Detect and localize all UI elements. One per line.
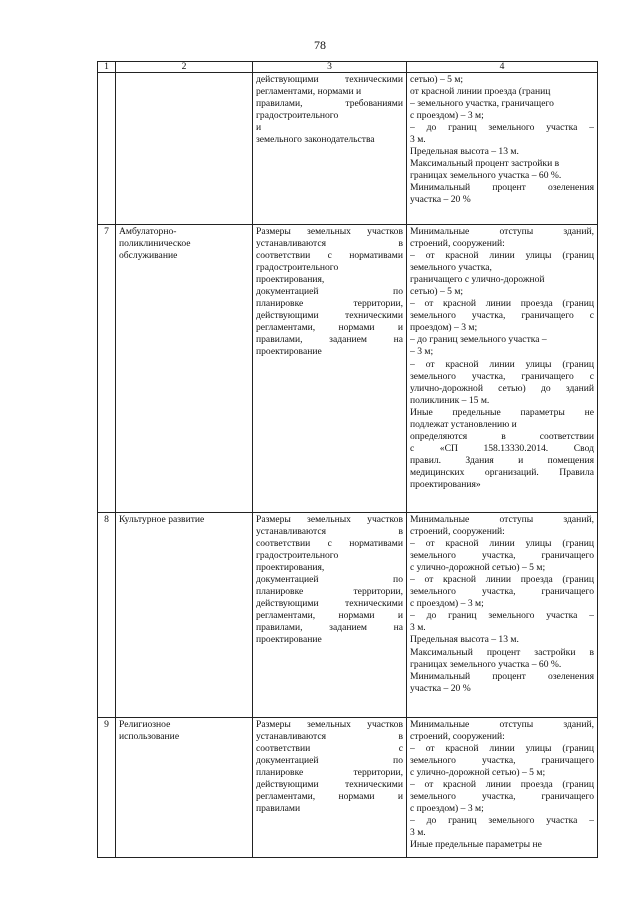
cell-line: проездом) – 3 м; — [410, 322, 478, 334]
cell-line: 3 м. — [410, 134, 426, 146]
permitted-use-cell — [116, 718, 253, 858]
cell-line: правилами, заданием на — [256, 622, 403, 634]
cell-line: строений, сооружений: — [410, 238, 505, 250]
cell-line: документацией по — [256, 574, 403, 586]
cell-line: участка – 20 % — [410, 682, 471, 694]
header-cell: 2 — [116, 62, 253, 73]
cell-line: – от красной линии проезда (границ — [410, 779, 594, 791]
cell-line: – от красной линии улицы (границ — [410, 538, 594, 550]
row-number-cell: 8 — [98, 513, 116, 718]
cell-line: земельного участка, граничащего с — [410, 370, 594, 382]
permitted-use-line: поликлиническое — [119, 238, 191, 250]
cell-line: соответствии с — [256, 743, 403, 755]
cell-line: определяются в соответствии — [410, 430, 594, 442]
cell-line: земельного участка, граничащего — [410, 791, 594, 803]
cell-line: улично-дорожной сетью) до зданий — [410, 382, 594, 394]
cell-line: устанавливаются в — [256, 526, 403, 538]
table-body — [98, 73, 598, 858]
limits-cell — [407, 718, 598, 858]
cell-line: строений, сооружений: — [410, 526, 505, 538]
cell-line: планировке территории, — [256, 767, 403, 779]
cell-line: – земельного участка, граничащего — [410, 98, 554, 110]
cell-line: Минимальный процент озеленения — [410, 182, 594, 194]
cell-line: медицинских организаций. Правила — [410, 466, 594, 478]
cell-line: планировке территории, — [256, 298, 403, 310]
plot-size-cell — [253, 718, 407, 858]
table-row — [98, 513, 598, 718]
cell-line: Размеры земельных участков — [256, 719, 403, 730]
cell-line: и — [256, 122, 262, 134]
cell-line: градостроительного — [256, 262, 339, 274]
cell-line: с проездом) – 3 м; — [410, 803, 484, 815]
cell-line: с улично-дорожной сетью) – 5 м; — [410, 767, 546, 779]
cell-line: действующими техническими — [256, 310, 403, 322]
regulations-table — [97, 61, 598, 858]
cell-line: – 3 м; — [410, 346, 434, 358]
cell-line: устанавливаются в — [256, 731, 403, 743]
cell-line: 3 м. — [410, 622, 426, 634]
permitted-use-cell — [116, 225, 253, 513]
table-row — [98, 225, 598, 513]
cell-line: проектирования, — [256, 274, 325, 286]
cell-line: с улично-дорожной сетью) – 5 м; — [410, 562, 546, 574]
header-cell: 3 — [253, 62, 407, 73]
cell-line: Минимальные отступы зданий, — [410, 514, 594, 525]
cell-line: Иные предельные параметры не — [410, 406, 594, 418]
cell-line: Минимальные отступы зданий, — [410, 226, 594, 237]
permitted-use-cell — [116, 73, 253, 225]
permitted-use-line: Амбулаторно- — [119, 226, 177, 237]
row-number-cell — [98, 73, 116, 225]
cell-line: – до границ земельного участка – — [410, 610, 594, 622]
cell-line: документацией по — [256, 755, 403, 767]
limits-cell — [407, 73, 598, 225]
cell-line: строений, сооружений: — [410, 731, 505, 743]
cell-line: – до границ земельного участка – — [410, 815, 594, 827]
header-cell: 1 — [98, 62, 116, 73]
cell-line: правилами, требованиями — [256, 98, 403, 110]
plot-size-cell — [253, 225, 407, 513]
row-number-cell: 7 — [98, 225, 116, 513]
table-header-row — [98, 62, 598, 73]
cell-line: Минимальный процент озеленения — [410, 670, 594, 682]
cell-line: – от красной линии улицы (границ — [410, 743, 594, 755]
permitted-use-cell — [116, 513, 253, 718]
cell-line: земельного участка, граничащего — [410, 755, 594, 767]
cell-line: – от красной линии улицы (границ — [410, 358, 594, 370]
permitted-use-line: Религиозное — [119, 719, 171, 730]
cell-line: действующими техническими — [256, 779, 403, 791]
cell-line: регламентами, нормами и — [256, 86, 362, 98]
cell-line: с проездом) – 3 м; — [410, 110, 484, 122]
cell-line: Максимальный процент застройки в — [410, 158, 560, 170]
cell-line: Предельная высота – 13 м. — [410, 634, 519, 646]
cell-line: земельного участка, — [410, 262, 492, 274]
limits-cell — [407, 513, 598, 718]
header-cell: 4 — [407, 62, 598, 73]
cell-line: правил. Здания и помещения — [410, 454, 594, 466]
cell-line: действующими техническими — [256, 598, 403, 610]
cell-line: земельного законодательства — [256, 134, 375, 146]
cell-line: градостроительного — [256, 110, 339, 122]
cell-line: Размеры земельных участков — [256, 226, 403, 237]
cell-line: – до границ земельного участка – — [410, 334, 547, 346]
cell-line: градостроительного — [256, 550, 339, 562]
table-row — [98, 718, 598, 858]
cell-line: – от красной линии проезда (границ — [410, 574, 594, 586]
cell-line: устанавливаются в — [256, 238, 403, 250]
cell-line: регламентами, нормами и — [256, 610, 403, 622]
cell-line: документацией по — [256, 286, 403, 298]
cell-line: земельного участка, граничащего — [410, 586, 594, 598]
cell-line: проектирование — [256, 634, 322, 646]
cell-line: правилами, заданием на — [256, 334, 403, 346]
permitted-use-line: обслуживание — [119, 250, 178, 262]
cell-line: поликлиник – 15 м. — [410, 394, 490, 406]
cell-line: с проездом) – 3 м; — [410, 598, 484, 610]
limits-cell — [407, 225, 598, 513]
cell-line: проектирования» — [410, 478, 481, 490]
cell-line: земельного участка, граничащего с — [410, 310, 594, 322]
table-row — [98, 73, 598, 225]
cell-line: Предельная высота – 13 м. — [410, 146, 519, 158]
cell-line: соответствии с нормативами — [256, 250, 403, 262]
plot-size-cell — [253, 513, 407, 718]
permitted-use-line: использование — [119, 731, 180, 743]
cell-line: с «СП 158.13330.2014. Свод — [410, 442, 594, 454]
permitted-use-line: Культурное развитие — [119, 514, 205, 525]
cell-line: граничащего с улично-дорожной — [410, 274, 545, 286]
plot-size-cell — [253, 73, 407, 225]
cell-line: 3 м. — [410, 827, 426, 839]
cell-line: сетью) – 5 м; — [410, 74, 464, 85]
row-number-cell: 9 — [98, 718, 116, 858]
cell-line: участка – 20 % — [410, 194, 471, 206]
cell-line: Максимальный процент застройки в — [410, 646, 594, 658]
cell-line: соответствии с нормативами — [256, 538, 403, 550]
page-number: 78 — [314, 38, 326, 52]
cell-line: от красной линии проезда (границ — [410, 86, 551, 98]
cell-line: правилами — [256, 803, 301, 815]
cell-line: планировке территории, — [256, 586, 403, 598]
cell-line: Минимальные отступы зданий, — [410, 719, 594, 730]
cell-line: действующими техническими — [256, 74, 403, 85]
cell-line: границах земельного участка – 60 %. — [410, 658, 562, 670]
cell-line: Иные предельные параметры не — [410, 839, 542, 851]
cell-line: – от красной линии улицы (границ — [410, 250, 594, 262]
cell-line: регламентами, нормами и — [256, 322, 403, 334]
cell-line: проектирования, — [256, 562, 325, 574]
cell-line: регламентами, нормами и — [256, 791, 403, 803]
cell-line: границах земельного участка – 60 %. — [410, 170, 562, 182]
cell-line: Размеры земельных участков — [256, 514, 403, 525]
cell-line: проектирование — [256, 346, 322, 358]
cell-line: сетью) – 5 м; — [410, 286, 464, 298]
cell-line: земельного участка, граничащего — [410, 550, 594, 562]
cell-line: – от красной линии проезда (границ — [410, 298, 594, 310]
cell-line: – до границ земельного участка – — [410, 122, 594, 134]
cell-line: подлежат установлению и — [410, 418, 517, 430]
